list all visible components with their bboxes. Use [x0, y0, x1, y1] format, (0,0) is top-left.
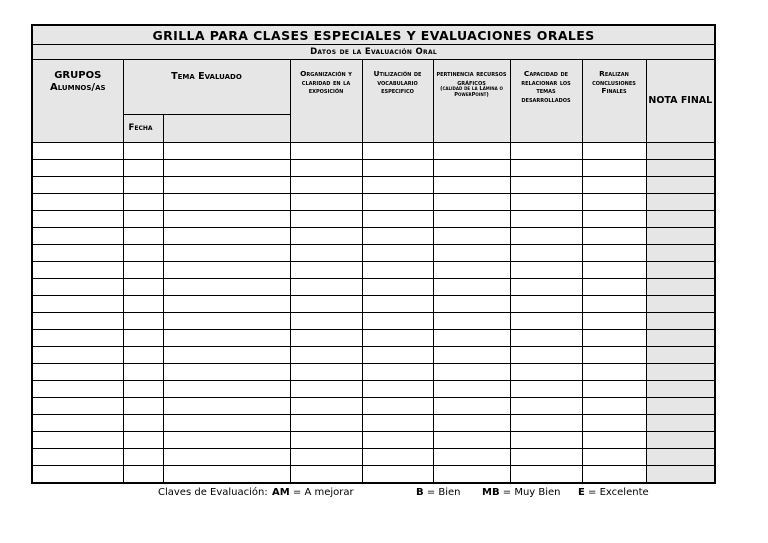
header-grupos-line2: Alumnos/as [49, 81, 106, 93]
cell-criterio[interactable] [510, 364, 582, 381]
header-capacidad: Capacidad de relacionar los temas desarrollados [510, 60, 582, 143]
cell-fecha[interactable] [123, 415, 163, 432]
cell-criterio[interactable] [582, 347, 646, 364]
cell-tema[interactable] [163, 313, 290, 330]
grade-row [32, 245, 715, 262]
cell-grupo[interactable] [32, 466, 123, 484]
legend-am-value: = A mejorar [292, 487, 354, 498]
legend-e [578, 487, 649, 498]
cell-criterio[interactable] [362, 466, 433, 484]
cell-tema[interactable] [163, 330, 290, 347]
cell-criterio[interactable] [290, 228, 362, 245]
cell-criterio[interactable] [362, 228, 433, 245]
cell-criterio[interactable] [290, 143, 362, 160]
cell-criterio[interactable] [362, 364, 433, 381]
cell-criterio[interactable] [433, 160, 510, 177]
cell-criterio[interactable] [362, 381, 433, 398]
grade-row [32, 160, 715, 177]
cell-criterio[interactable] [290, 347, 362, 364]
cell-fecha[interactable] [123, 262, 163, 279]
header-tema-blank [163, 115, 290, 143]
header-grupos [32, 60, 123, 143]
legend-b-key: B [416, 487, 424, 498]
cell-criterio[interactable] [433, 449, 510, 466]
cell-criterio[interactable] [510, 228, 582, 245]
cell-criterio[interactable] [362, 194, 433, 211]
cell-criterio[interactable] [433, 415, 510, 432]
cell-fecha[interactable] [123, 432, 163, 449]
cell-criterio[interactable] [290, 330, 362, 347]
cell-criterio[interactable] [510, 279, 582, 296]
cell-criterio[interactable] [582, 279, 646, 296]
cell-fecha[interactable] [123, 381, 163, 398]
cell-criterio[interactable] [510, 245, 582, 262]
cell-grupo[interactable] [32, 415, 123, 432]
cell-criterio[interactable] [362, 313, 433, 330]
cell-nota-final[interactable] [646, 381, 715, 398]
cell-criterio[interactable] [510, 381, 582, 398]
cell-grupo[interactable] [32, 364, 123, 381]
cell-fecha[interactable] [123, 330, 163, 347]
cell-fecha[interactable] [123, 398, 163, 415]
cell-criterio[interactable] [510, 211, 582, 228]
cell-grupo[interactable] [32, 279, 123, 296]
cell-criterio[interactable] [582, 143, 646, 160]
cell-criterio[interactable] [582, 160, 646, 177]
grade-row [32, 279, 715, 296]
header-pertinencia [433, 60, 510, 143]
legend-b [416, 487, 461, 498]
cell-criterio[interactable] [510, 449, 582, 466]
grade-row [32, 347, 715, 364]
cell-criterio[interactable] [290, 194, 362, 211]
cell-nota-final[interactable] [646, 347, 715, 364]
cell-criterio[interactable] [510, 296, 582, 313]
cell-grupo[interactable] [32, 262, 123, 279]
cell-nota-final[interactable] [646, 177, 715, 194]
cell-grupo[interactable] [32, 398, 123, 415]
cell-tema[interactable] [163, 347, 290, 364]
cell-criterio[interactable] [290, 313, 362, 330]
cell-criterio[interactable] [290, 160, 362, 177]
cell-fecha[interactable] [123, 245, 163, 262]
grade-row [32, 296, 715, 313]
cell-tema[interactable] [163, 194, 290, 211]
cell-criterio[interactable] [433, 228, 510, 245]
cell-nota-final[interactable] [646, 398, 715, 415]
cell-nota-final[interactable] [646, 313, 715, 330]
header-tema-evaluado: Tema Evaluado [123, 60, 290, 115]
cell-grupo[interactable] [32, 143, 123, 160]
cell-criterio[interactable] [290, 364, 362, 381]
cell-grupo[interactable] [32, 347, 123, 364]
grade-row [32, 211, 715, 228]
cell-criterio[interactable] [433, 364, 510, 381]
cell-fecha[interactable] [123, 313, 163, 330]
cell-criterio[interactable] [510, 143, 582, 160]
cell-tema[interactable] [163, 432, 290, 449]
cell-nota-final[interactable] [646, 330, 715, 347]
cell-fecha[interactable] [123, 177, 163, 194]
grade-row [32, 432, 715, 449]
cell-criterio[interactable] [362, 245, 433, 262]
cell-nota-final[interactable] [646, 449, 715, 466]
header-nota-final: NOTA FINAL [646, 60, 715, 143]
grade-row [32, 398, 715, 415]
cell-criterio[interactable] [433, 245, 510, 262]
cell-tema[interactable] [163, 160, 290, 177]
cell-criterio[interactable] [582, 313, 646, 330]
grade-row [32, 449, 715, 466]
cell-criterio[interactable] [433, 262, 510, 279]
cell-criterio[interactable] [582, 364, 646, 381]
cell-criterio[interactable] [290, 398, 362, 415]
legend-am-key: AM [272, 487, 290, 498]
cell-tema[interactable] [163, 415, 290, 432]
cell-fecha[interactable] [123, 228, 163, 245]
legend-e-value: = Excelente [588, 487, 649, 498]
cell-criterio[interactable] [582, 228, 646, 245]
grade-row [32, 313, 715, 330]
cell-nota-final[interactable] [646, 211, 715, 228]
cell-criterio[interactable] [433, 381, 510, 398]
cell-nota-final[interactable] [646, 432, 715, 449]
cell-nota-final[interactable] [646, 364, 715, 381]
cell-criterio[interactable] [362, 415, 433, 432]
grade-row [32, 415, 715, 432]
cell-criterio[interactable] [510, 432, 582, 449]
cell-criterio[interactable] [290, 296, 362, 313]
grid-subtitle: Datos de la Evaluación Oral [32, 45, 715, 60]
header-realizan: Realizan conclusiones Finales [582, 60, 646, 143]
legend-mb [482, 487, 561, 498]
cell-grupo[interactable] [32, 245, 123, 262]
cell-criterio[interactable] [582, 245, 646, 262]
cell-criterio[interactable] [362, 398, 433, 415]
header-organizacion: Organización y claridad en la exposición [290, 60, 362, 143]
cell-nota-final[interactable] [646, 466, 715, 484]
cell-nota-final[interactable] [646, 262, 715, 279]
cell-criterio[interactable] [510, 194, 582, 211]
cell-criterio[interactable] [362, 449, 433, 466]
grade-row [32, 177, 715, 194]
cell-criterio[interactable] [433, 398, 510, 415]
cell-tema[interactable] [163, 466, 290, 484]
cell-fecha[interactable] [123, 364, 163, 381]
cell-tema[interactable] [163, 449, 290, 466]
cell-fecha[interactable] [123, 194, 163, 211]
cell-tema[interactable] [163, 398, 290, 415]
cell-criterio[interactable] [433, 330, 510, 347]
cell-criterio[interactable] [582, 415, 646, 432]
cell-criterio[interactable] [433, 347, 510, 364]
cell-criterio[interactable] [362, 177, 433, 194]
cell-criterio[interactable] [433, 296, 510, 313]
cell-grupo[interactable] [32, 296, 123, 313]
grade-row [32, 143, 715, 160]
cell-nota-final[interactable] [646, 279, 715, 296]
cell-criterio[interactable] [510, 160, 582, 177]
cell-tema[interactable] [163, 143, 290, 160]
cell-tema[interactable] [163, 279, 290, 296]
cell-criterio[interactable] [582, 177, 646, 194]
cell-criterio[interactable] [290, 279, 362, 296]
grade-row [32, 228, 715, 245]
cell-criterio[interactable] [290, 177, 362, 194]
grade-row [32, 194, 715, 211]
cell-grupo[interactable] [32, 211, 123, 228]
cell-fecha[interactable] [123, 143, 163, 160]
cell-criterio[interactable] [362, 262, 433, 279]
cell-criterio[interactable] [362, 432, 433, 449]
cell-fecha[interactable] [123, 160, 163, 177]
cell-criterio[interactable] [582, 330, 646, 347]
cell-nota-final[interactable] [646, 415, 715, 432]
cell-nota-final[interactable] [646, 194, 715, 211]
cell-fecha[interactable] [123, 211, 163, 228]
grade-row [32, 262, 715, 279]
legend-am [272, 487, 354, 498]
cell-grupo[interactable] [32, 194, 123, 211]
cell-criterio[interactable] [510, 398, 582, 415]
cell-tema[interactable] [163, 296, 290, 313]
cell-criterio[interactable] [582, 194, 646, 211]
cell-criterio[interactable] [290, 245, 362, 262]
cell-criterio[interactable] [582, 449, 646, 466]
cell-criterio[interactable] [582, 381, 646, 398]
cell-tema[interactable] [163, 211, 290, 228]
grade-row [32, 330, 715, 347]
header-fecha: Fecha [123, 115, 163, 143]
cell-grupo[interactable] [32, 381, 123, 398]
legend-mb-key: MB [482, 487, 500, 498]
cell-criterio[interactable] [433, 466, 510, 484]
cell-criterio[interactable] [290, 211, 362, 228]
cell-criterio[interactable] [510, 313, 582, 330]
cell-criterio[interactable] [433, 194, 510, 211]
cell-grupo[interactable] [32, 160, 123, 177]
header-pertinencia-label: pertinencia recursos gráficos [436, 69, 507, 87]
legend-e-key: E [578, 487, 585, 498]
grade-row [32, 364, 715, 381]
cell-tema[interactable] [163, 245, 290, 262]
legend-b-value: = Bien [426, 487, 461, 498]
header-pertinencia-note: (calidad de la Lámina o PowerPoint) [440, 86, 503, 98]
cell-grupo[interactable] [32, 432, 123, 449]
cell-grupo[interactable] [32, 228, 123, 245]
cell-nota-final[interactable] [646, 160, 715, 177]
cell-criterio[interactable] [510, 415, 582, 432]
cell-grupo[interactable] [32, 330, 123, 347]
grade-row [32, 466, 715, 484]
cell-criterio[interactable] [362, 211, 433, 228]
cell-criterio[interactable] [433, 177, 510, 194]
cell-nota-final[interactable] [646, 245, 715, 262]
cell-criterio[interactable] [582, 262, 646, 279]
cell-fecha[interactable] [123, 347, 163, 364]
cell-tema[interactable] [163, 262, 290, 279]
cell-criterio[interactable] [510, 330, 582, 347]
cell-tema[interactable] [163, 364, 290, 381]
cell-criterio[interactable] [290, 415, 362, 432]
cell-criterio[interactable] [510, 347, 582, 364]
cell-criterio[interactable] [362, 160, 433, 177]
cell-nota-final[interactable] [646, 296, 715, 313]
cell-criterio[interactable] [510, 177, 582, 194]
cell-criterio[interactable] [290, 466, 362, 484]
cell-nota-final[interactable] [646, 228, 715, 245]
cell-tema[interactable] [163, 381, 290, 398]
cell-criterio[interactable] [433, 143, 510, 160]
cell-criterio[interactable] [290, 432, 362, 449]
cell-nota-final[interactable] [646, 143, 715, 160]
cell-fecha[interactable] [123, 296, 163, 313]
cell-grupo[interactable] [32, 313, 123, 330]
evaluation-grid [31, 24, 716, 484]
cell-criterio[interactable] [362, 279, 433, 296]
grid-title: GRILLA PARA CLASES ESPECIALES Y EVALUACIONES ORALES [32, 25, 715, 45]
cell-criterio[interactable] [582, 211, 646, 228]
cell-grupo[interactable] [32, 449, 123, 466]
legend-prefix: Claves de Evaluación: [158, 487, 268, 498]
cell-criterio[interactable] [510, 466, 582, 484]
cell-criterio[interactable] [362, 347, 433, 364]
cell-criterio[interactable] [433, 279, 510, 296]
header-utilizacion: Utilización de vocabulario especifico [362, 60, 433, 143]
cell-criterio[interactable] [510, 262, 582, 279]
cell-criterio[interactable] [290, 381, 362, 398]
cell-criterio[interactable] [433, 313, 510, 330]
cell-criterio[interactable] [290, 449, 362, 466]
cell-fecha[interactable] [123, 279, 163, 296]
cell-fecha[interactable] [123, 466, 163, 484]
grade-row [32, 381, 715, 398]
cell-criterio[interactable] [362, 296, 433, 313]
cell-criterio[interactable] [582, 432, 646, 449]
cell-tema[interactable] [163, 177, 290, 194]
cell-criterio[interactable] [582, 466, 646, 484]
cell-criterio[interactable] [582, 398, 646, 415]
legend-mb-value: = Muy Bien [502, 487, 561, 498]
cell-criterio[interactable] [433, 211, 510, 228]
cell-criterio[interactable] [362, 330, 433, 347]
cell-criterio[interactable] [362, 143, 433, 160]
cell-fecha[interactable] [123, 449, 163, 466]
header-grupos-line1: GRUPOS [54, 70, 102, 81]
cell-grupo[interactable] [32, 177, 123, 194]
cell-criterio[interactable] [290, 262, 362, 279]
cell-criterio[interactable] [433, 432, 510, 449]
cell-criterio[interactable] [582, 296, 646, 313]
cell-tema[interactable] [163, 228, 290, 245]
